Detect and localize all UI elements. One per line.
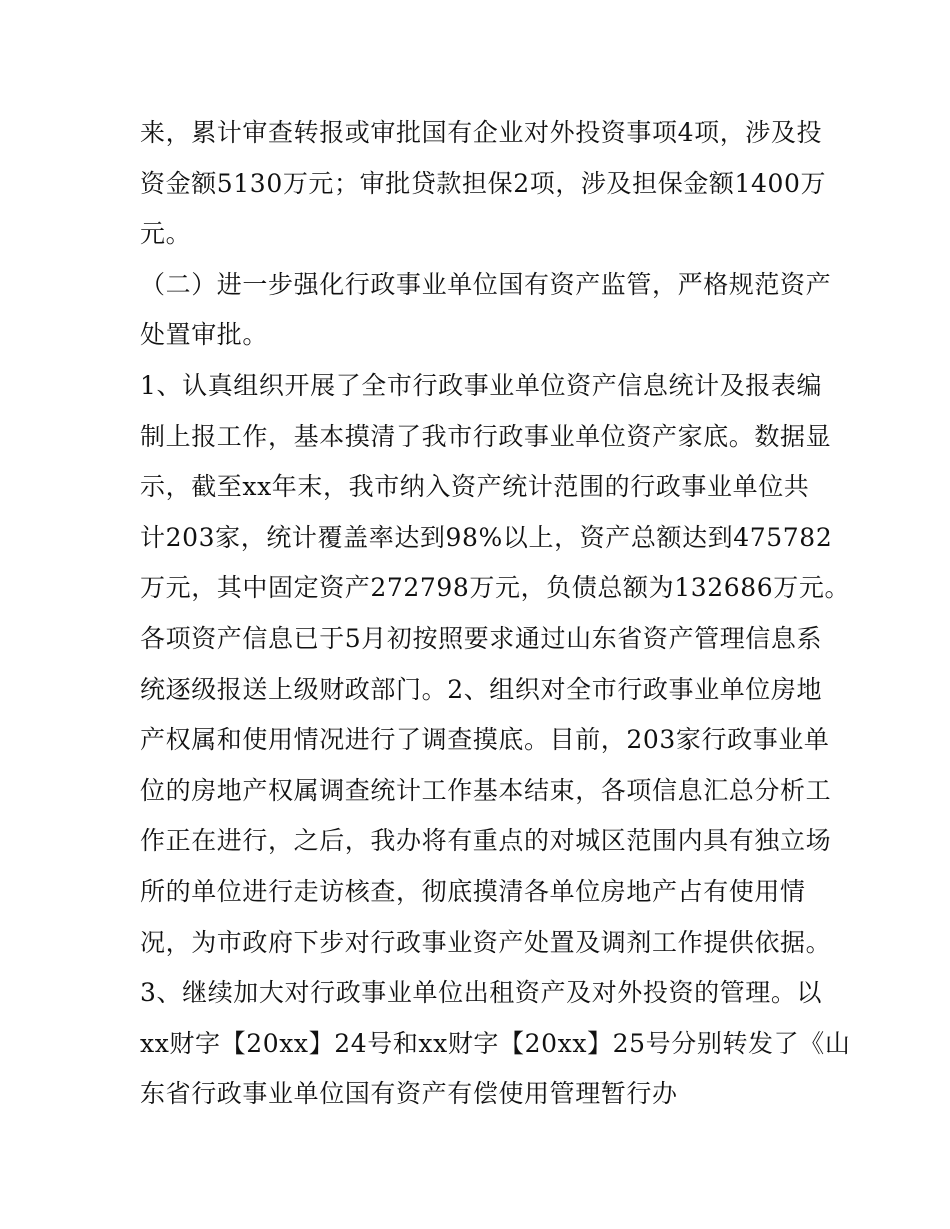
- text-line: 万元，其中固定资产272798万元，负债总额为132686万元。: [140, 573, 851, 603]
- text-line: 产权属和使用情况进行了调查摸底。目前，203家行政事业单: [140, 725, 830, 755]
- text-line: xx财字【20xx】24号和xx财字【20xx】25号分别转发了《山: [140, 1028, 851, 1058]
- text-line: 东省行政事业单位国有资产有偿使用管理暂行办: [140, 1079, 678, 1109]
- section-heading-line: （二）进一步强化行政事业单位国有资产监管，严格规范资产: [140, 269, 832, 299]
- text-line: 各项资产信息已于5月初按照要求通过山东省资产管理信息系: [140, 623, 823, 653]
- text-line: 来，累计审查转报或审批国有企业对外投资事项4项，涉及投: [140, 118, 823, 147]
- text-line: 元。: [140, 219, 192, 249]
- text-line: 所的单位进行走访核查，彻底摸清各单位房地产占有使用情: [140, 876, 806, 906]
- text-line: 制上报工作，基本摸清了我市行政事业单位资产家底。数据显: [140, 421, 832, 451]
- section-heading-line: 处置审批。: [140, 320, 269, 350]
- text-line: 作正在进行，之后，我办将有重点的对城区范围内具有独立场: [140, 826, 832, 856]
- text-line: 位的房地产权属调查统计工作基本结束，各项信息汇总分析工: [140, 775, 832, 805]
- text-line: 示，截至xx年末，我市纳入资产统计范围的行政事业单位共: [140, 472, 810, 502]
- text-line: 3、继续加大对行政事业单位出租资产及对外投资的管理。以: [140, 978, 823, 1008]
- document-body: [140, 108, 851, 1120]
- text-line: 1、认真组织开展了全市行政事业单位资产信息统计及报表编: [140, 370, 823, 400]
- text-line: 资金额5130万元；审批贷款担保2项，涉及担保金额1400万: [140, 168, 827, 198]
- text-line: 统逐级报送上级财政部门。2、组织对全市行政事业单位房地: [140, 674, 823, 704]
- text-line: 况，为市政府下步对行政事业资产处置及调剂工作提供依据。: [140, 927, 832, 957]
- text-line: 计203家，统计覆盖率达到98%以上，资产总额达到475782: [140, 522, 833, 552]
